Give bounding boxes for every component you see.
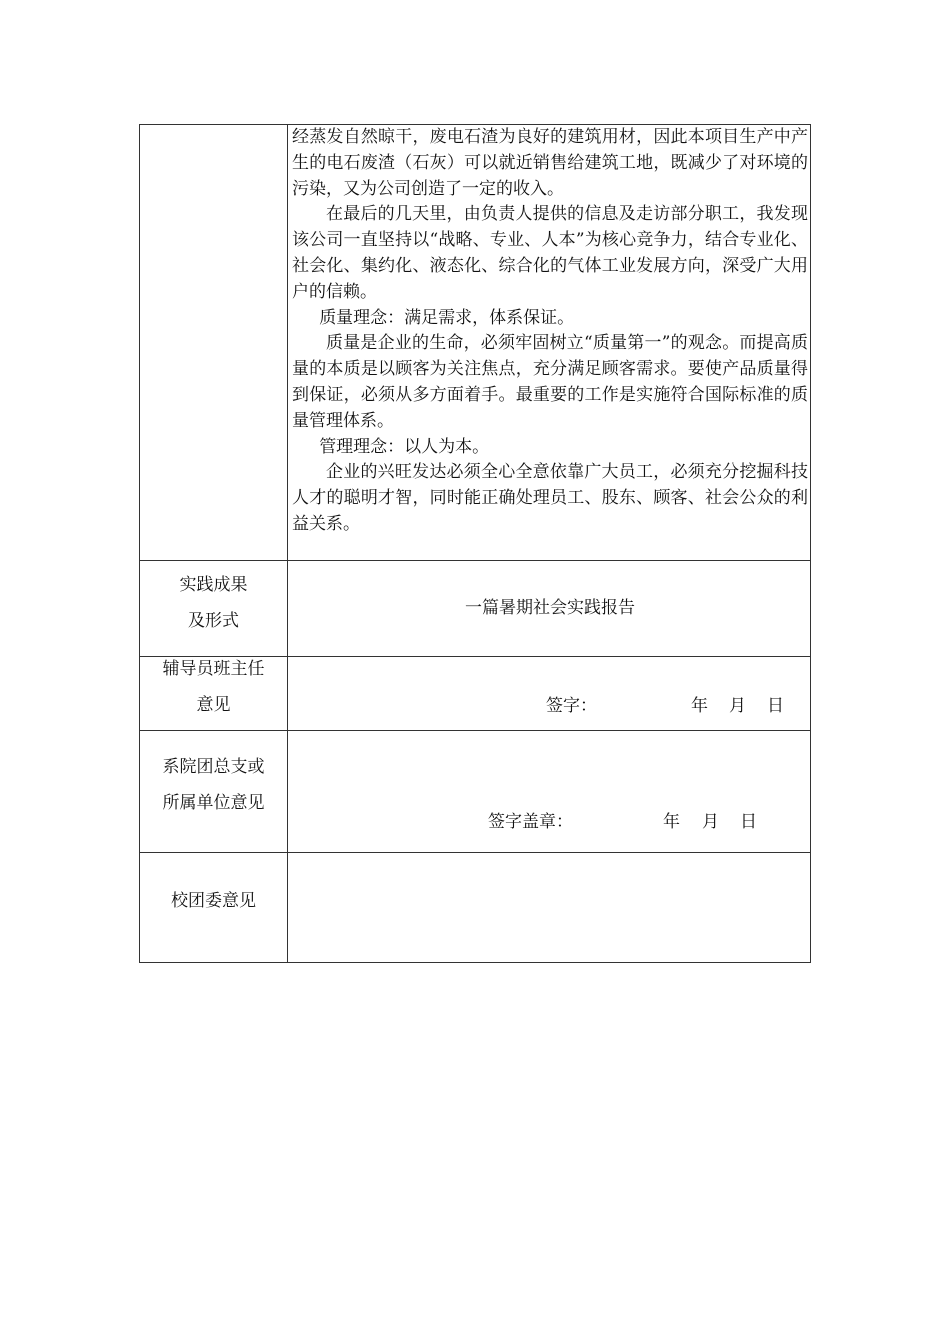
counselor-day: 日	[767, 696, 784, 716]
department-month: 月	[702, 812, 719, 832]
column-divider	[287, 125, 288, 962]
paragraph: 质量是企业的生命，必须牢固树立“质量第一”的观念。而提高质量的本质是以顾客为关注焦点，充分满足顾客需求。要使产品质量得到保证，必须从多方面着手。最重要的工作是实施符合国际标准的质量管理体系。	[292, 333, 808, 431]
counselor-sign-label: 签字：	[546, 696, 597, 716]
paragraph: 企业的兴旺发达必须全心全意依靠广大员工，必须充分挖掘科技人才的聪明才智，同时能正确处理员工、股东、顾客、社会公众的利益关系。	[292, 462, 808, 534]
school-committee-label: 校团委意见	[171, 891, 256, 911]
report-body	[292, 125, 808, 538]
department-label: 系院团总支或 所属单位意见	[162, 757, 265, 813]
paragraph: 质量理念：满足需求，体系保证。	[319, 307, 575, 328]
paragraph: 经蒸发自然晾干，废电石渣为良好的建筑用材，因此本项目生产中产生的电石废渣（石灰）可以就近销售给建筑工地，既减少了对环境的污染，又为公司创造了一定的收入。	[292, 127, 808, 199]
counselor-label: 辅导员班主任 意见	[162, 659, 265, 715]
row-divider	[140, 730, 810, 731]
practice-result-value: 一篇暑期社会实践报告	[465, 598, 635, 618]
counselor-month: 月	[729, 696, 746, 716]
row-divider	[140, 852, 810, 853]
report-form-table	[139, 124, 811, 963]
department-year: 年	[663, 812, 680, 832]
paragraph: 在最后的几天里，由负责人提供的信息及走访部分职工，我发现该公司一直坚持以“战略、专业、人本”为核心竞争力，结合专业化、社会化、集约化、液态化、综合化的气体工业发展方向，深受广大用户的信赖。	[292, 204, 808, 302]
practice-result-label: 实践成果 及形式	[179, 575, 248, 631]
department-day: 日	[740, 812, 757, 832]
counselor-year: 年	[691, 696, 708, 716]
paragraph: 管理理念：以人为本。	[319, 436, 490, 457]
department-sign-label: 签字盖章：	[488, 812, 573, 832]
row-divider	[140, 560, 810, 561]
